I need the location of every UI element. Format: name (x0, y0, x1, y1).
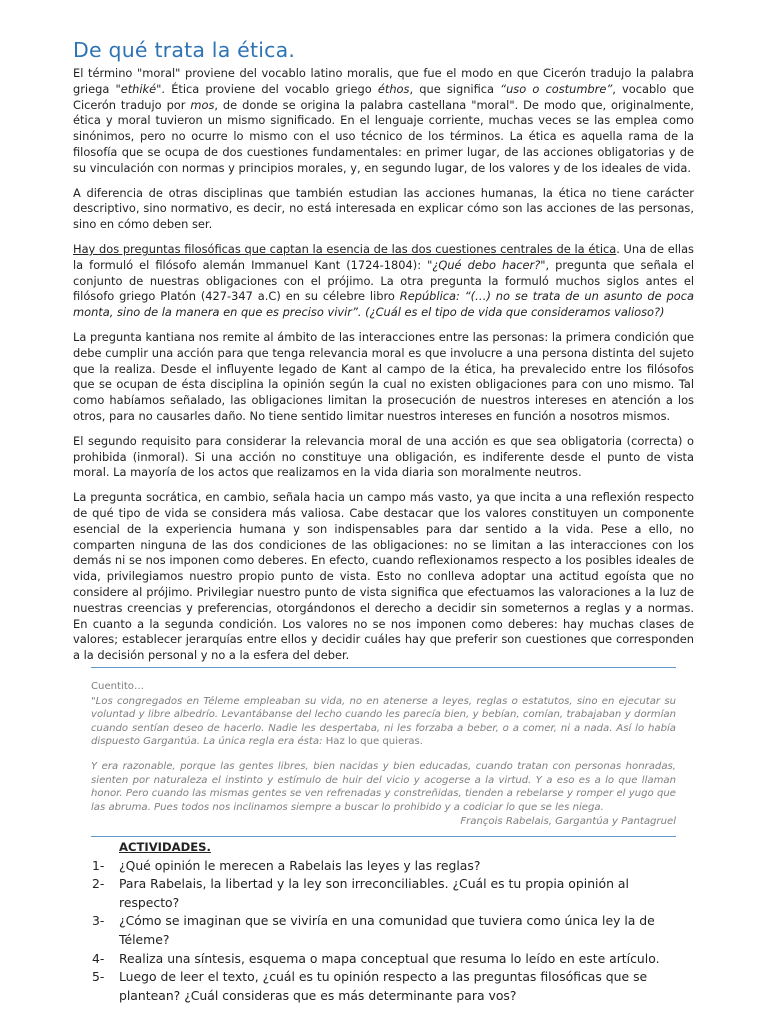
quote-paragraph-1: "Los congregados en Téleme empleaban su vida, no en atenerse a leyes, reglas o estatutos, sino en ejecutar su voluntad y libre albedrío. Levantábanse del lecho cuando les parecía bien, y bebían, comían, trabajaban y dormían cuando sentían deseo de hacerlo. Nadie les despertaba, ni les forzaba a beber, o a comer, ni a nada. Así lo había dispuesto Gargantúa. La única regla era ésta: Haz lo que quieras. (91, 695, 676, 748)
quote-paragraph-2: Y era razonable, porque las gentes libres, bien nacidas y bien educadas, cuando tratan con personas honradas, sienten por naturaleza el instinto y estímulo de huir del vicio y acogerse a la virtud. Y a eso es a lo que llaman honor. Pero cuando las mismas gentes se ven refrenadas y constreñidas, tienden a rebelarse y romper el yugo que las abruma. Pues todos nos inclinamos siempre a buscar lo prohibido y a codiciar lo que se les niega. (91, 760, 676, 813)
page-title: De qué trata la ética. (73, 38, 296, 62)
paragraph-etymology: El término "moral" proviene del vocablo latino moralis, que fue el modo en que Cicerón tradujo la palabra griega "ethiké". Ética proviene del vocablo griego éthos, que significa “uso o costumbre”, vocablo que Cicerón tradujo por mos, de donde se origina la palabra castellana "moral". De modo que, originalmente, ética y moral tuvieron un mismo significado. En el lenguaje corriente, muchas veces se las emplea como sinónimos, pero no ocurre lo mismo con el uso técnico de los términos. La ética es aquella rama de la filosofía que se ocupa de dos cuestiones fundamentales: en primer lugar, de las acciones obligatorias y de su vinculación con normas y principios morales, y, en segundo lugar, de los valores y de los ideales de vida. (73, 66, 695, 175)
quote-attribution: François Rabelais, Gargantúa y Pantagruel (460, 816, 676, 828)
activity-text: ¿Qué opinión le merecen a Rabelais las leyes y las reglas? (119, 857, 481, 873)
activity-text: Luego de leer el texto, ¿cuál es tu opinión respecto a las preguntas filosóficas que se plantean? ¿Cuál consideras que es más determinante para vos? (119, 969, 648, 1003)
document-page (73, 38, 694, 673)
activity-text: ¿Cómo se imaginan que se viviría en una comunidad que tuviera como única ley la de Téleme? (119, 913, 655, 947)
paragraph-second-requirement: El segundo requisito para considerar la relevancia moral de una acción es que sea obligatoria (correcta) o prohibida (inmoral). Si una acción no constituye una obligación, es indiferente desde el punto de vista moral. La mayoría de los actos que realizamos en la vida diaria son moralmente neutros. (73, 433, 694, 480)
activity-number: 2- (92, 876, 105, 892)
paragraph-two-questions: Hay dos preguntas filosóficas que captan la esencia de las dos cuestiones centrales de la ética. Una de ellas la formuló el filósofo alemán Immanuel Kant (1724-1804): "¿Qué debo hacer?", pregunta que señala el conjunto de nuestras obligaciones con el prójimo. La otra pregunta la formuló muchos siglos antes el filósofo griego Platón (427-347 a.C) en su célebre libro República: “(…) no se trata de un asunto de poca monta, sino de la manera en que es preciso vivir”. (¿Cuál es el tipo de vida que consideramos valioso?) (73, 241, 695, 320)
activity-number: 5- (92, 969, 105, 985)
activity-text: Realiza una síntesis, esquema o mapa conceptual que resuma lo leído en este artículo. (119, 950, 660, 966)
paragraph-normative: A diferencia de otras disciplinas que también estudian las acciones humanas, la ética no tiene carácter descriptivo, sino normativo, es decir, no está interesada en explicar cómo son las acciones de las personas, sino en cómo deben ser. (73, 185, 694, 232)
quote-title: Cuentito… (91, 681, 145, 692)
activity-item (92, 968, 682, 1005)
activity-item (92, 857, 682, 876)
activities-divider (91, 836, 676, 837)
activities-section (92, 838, 682, 1005)
activity-number: 1- (92, 857, 105, 873)
paragraph-kantian: La pregunta kantiana nos remite al ámbito de las interacciones entre las personas: la primera condición que debe cumplir una acción para que tenga relevancia moral es que involucre a una persona distinta del sujeto que la realiza. Desde el influyente legado de Kant al campo de la ética, ha prevalecido entre los filósofos que se ocupan de ésta disciplina la opinión según la cual no existen obligaciones para con uno mismo. Tal como habíamos señalado, las obligaciones limitan la prosecución de nuestros intereses en atención a los otros, para no causarles daño. No tiene sentido limitar nuestros intereses en función a nosotros mismos. (73, 329, 694, 423)
paragraph-socratic: La pregunta socrática, en cambio, señala hacia un campo más vasto, ya que incita a una reflexión respecto de qué tipo de vida se considera más valiosa. Cabe destacar que los valores constituyen un componente esencial de la experiencia humana y son indispensables para dar sentido a la vida. Pese a ello, no comparten ninguna de las dos condiciones de las obligaciones: no se limitan a las interacciones con los demás ni se nos imponen como deberes. En efecto, cuando reflexionamos respecto a los posibles ideales de vida, privilegiamos nuestro propio punto de vista. Esto no conlleva adoptar una actitud egoísta que no considere al prójimo. Privilegiar nuestro punto de vista significa que efectuamos las valoraciones a la luz de nuestras creencias y preferencias, otorgándonos el derecho a decidir sin someternos a reglas y a normas. En cuanto a la segunda condición. Los valores no se nos imponen como deberes: hay muchas clases de valores; establecer jerarquías entre ellos y decidir cuáles hay que preferir son cuestiones que corresponden a la decisión personal y no a la esfera del deber. (73, 490, 694, 663)
activities-title: ACTIVIDADES. (119, 840, 211, 854)
activity-item (92, 875, 682, 912)
activity-number: 4- (92, 950, 105, 966)
activity-number: 3- (92, 913, 105, 929)
activity-text: Para Rabelais, la libertad y la ley son irreconciliables. ¿Cuál es tu propia opinión al respecto? (119, 876, 629, 910)
activity-item (92, 912, 682, 949)
quote-box (91, 667, 676, 829)
activity-item (92, 950, 682, 969)
